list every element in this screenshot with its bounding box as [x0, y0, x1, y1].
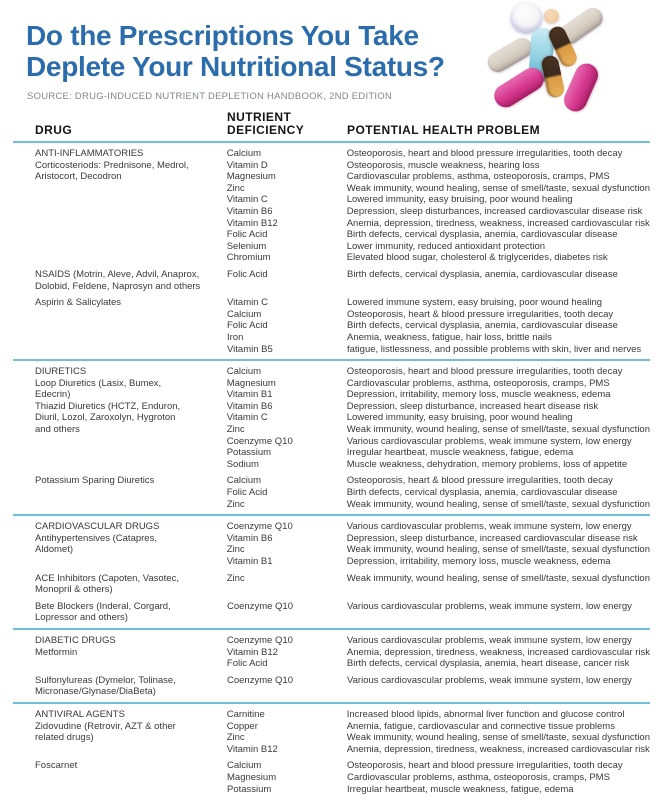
- document-header: [0, 0, 666, 141]
- pill-white-tablet: [511, 2, 542, 32]
- nutrient-problem-list: [227, 601, 650, 624]
- nutrient-cell: Zinc: [226, 572, 245, 584]
- table-row: [227, 269, 650, 281]
- drug-name-line: Metformin: [35, 646, 78, 658]
- nutrient-problem-list: [227, 709, 650, 755]
- table-row: [227, 344, 650, 356]
- drug-name-line: Diuril, Lozol, Zaroxolyn, Hygroton: [35, 412, 176, 424]
- drug-name: [35, 675, 227, 698]
- health-problem-cell: Weak immunity, wound healing, sense of smell/taste, sexual dysfunction: [346, 182, 650, 194]
- drug-group: [35, 709, 650, 755]
- nutrient-problem-list: [227, 366, 650, 470]
- health-problem-cell: Anemia, depression, tiredness, weakness, increased cardiovascular risk: [346, 217, 650, 229]
- nutrient-cell: Calcium: [226, 366, 262, 378]
- nutrient-cell: Copper: [226, 720, 258, 732]
- health-problem-cell: Depression, sleep disturbances, increased cardiovascular disease risk: [346, 205, 643, 217]
- table-row: [227, 320, 650, 332]
- nutrient-cell: Zinc: [226, 498, 245, 510]
- table-row: [227, 297, 650, 309]
- health-problem-cell: Weak immunity, wound healing, sense of smell/taste, sexual dysfunction: [346, 544, 650, 556]
- nutrient-cell: Coenzyme Q10: [226, 435, 293, 447]
- drug-name-line: Monopril & others): [35, 584, 113, 596]
- nutrient-cell: Magnesium: [227, 771, 277, 783]
- drug-category-label: ANTIVIRAL AGENTS: [35, 708, 125, 720]
- health-problem-cell: Cardiovascular problems, asthma, osteoporosis, cramps, PMS: [347, 771, 610, 783]
- nutrient-cell: Folic Acid: [226, 487, 268, 499]
- drug-name: [35, 760, 227, 795]
- nutrient-problem-list: [227, 521, 650, 567]
- column-header-drug: DRUG: [35, 123, 73, 137]
- nutrient-cell: Coenzyme Q10: [227, 674, 294, 686]
- table-row: [227, 389, 650, 401]
- table-row: [227, 760, 650, 772]
- drug-name: [35, 521, 227, 567]
- health-problem-cell: Anemia, weakness, fatigue, hair loss, brittle nails: [347, 331, 552, 343]
- nutrient-cell: Coenzyme Q10: [226, 521, 293, 533]
- drug-group: [35, 297, 650, 355]
- drug-group: [35, 475, 650, 510]
- nutrient-cell: Selenium: [226, 240, 267, 252]
- drug-name: [35, 635, 227, 670]
- table-section: [13, 514, 650, 628]
- drug-category-label: DIURETICS: [35, 366, 87, 378]
- health-problem-cell: Irregular heartbeat, muscle weakness, fatigue, edema: [346, 447, 574, 459]
- drug-group: [35, 675, 650, 698]
- health-problem-cell: Various cardiovascular problems, weak immune system, low energy: [346, 435, 632, 447]
- drug-name: [35, 475, 227, 510]
- table-row: [227, 744, 650, 756]
- drug-name-line: Foscarnet: [35, 760, 78, 772]
- health-problem-cell: Various cardiovascular problems, weak immune system, low energy: [346, 634, 632, 646]
- drug-name-line: Aristocort, Decodron: [35, 171, 122, 183]
- nutrient-cell: Vitamin C: [226, 412, 268, 424]
- health-problem-cell: Birth defects, cervical dysplasia, anemia, cardiovascular disease: [346, 229, 618, 241]
- health-problem-cell: Weak immunity, wound healing, sense of smell/taste, sexual dysfunction: [346, 498, 650, 510]
- drug-group: [35, 366, 650, 470]
- table-row: [227, 544, 650, 556]
- table-row: [227, 424, 650, 436]
- nutrient-cell: Vitamin B1: [226, 389, 273, 401]
- table-row: [227, 635, 650, 647]
- nutrient-cell: Zinc: [226, 182, 245, 194]
- column-header-nutrient-line1: NUTRIENT: [227, 110, 292, 124]
- nutrient-cell: Coenzyme Q10: [226, 634, 293, 646]
- nutrient-cell: Iron: [227, 331, 244, 343]
- nutrient-cell: Vitamin B12: [226, 646, 278, 658]
- drug-name-line: Sulfonylureas (Dymelor, Tolinase,: [35, 674, 176, 686]
- table-row: [227, 487, 650, 499]
- drug-name-line: Antihypertensives (Catapres,: [35, 532, 157, 544]
- health-problem-cell: Weak immunity, wound healing, sense of smell/taste, sexual dysfunction: [346, 732, 650, 744]
- drug-name: [35, 601, 227, 624]
- health-problem-cell: Anemia, fatigue, cardiovascular and connective tissue problems: [346, 720, 615, 732]
- table-row: [227, 218, 650, 230]
- drug-name-line: Loop Diuretics (Lasix, Bumex,: [35, 377, 162, 389]
- nutrient-cell: Calcium: [227, 308, 262, 320]
- nutrient-cell: Calcium: [226, 148, 262, 159]
- drug-group: [35, 635, 650, 670]
- health-problem-cell: Osteoporosis, heart & blood pressure irregularities, tooth decay: [347, 308, 614, 320]
- nutrient-problem-list: [227, 475, 650, 510]
- table-row: [227, 721, 650, 733]
- page-title: [26, 20, 445, 82]
- health-problem-cell: Birth defects, cervical dysplasia, anemia, cardiovascular disease: [347, 320, 618, 332]
- health-problem-cell: Lowered immunity, easy bruising, poor wound healing: [346, 194, 573, 206]
- pill-pink-right: [560, 60, 601, 115]
- health-problem-cell: Increased blood lipids, abnormal liver function and glucose control: [346, 708, 625, 720]
- table-row: [227, 171, 650, 183]
- nutrient-cell: Folic Acid: [226, 658, 268, 670]
- drug-name-line: Edecrin): [35, 389, 71, 401]
- table-row: [227, 148, 650, 160]
- table-row: [227, 573, 650, 585]
- nutrient-cell: Sodium: [226, 458, 259, 470]
- drug-group: [35, 521, 650, 567]
- nutrient-cell: Folic Acid: [227, 268, 268, 280]
- nutrient-problem-list: [227, 297, 650, 355]
- table-row: [227, 241, 650, 253]
- health-problem-cell: Birth defects, cervical dysplasia, anemia, cardiovascular disease: [346, 487, 618, 499]
- table-row: [227, 533, 650, 545]
- nutrient-cell: Zinc: [226, 544, 245, 556]
- table-row: [227, 378, 650, 390]
- table-row: [227, 194, 650, 206]
- nutrient-cell: Zinc: [226, 424, 245, 436]
- nutrient-cell: Potassium: [226, 447, 272, 459]
- nutrient-cell: Vitamin B5: [227, 343, 273, 355]
- column-header-nutrient-deficiency: [227, 111, 347, 137]
- nutrient-cell: Folic Acid: [227, 320, 268, 332]
- table-row: [227, 309, 650, 321]
- health-problem-cell: Weak immunity, wound healing, sense of smell/taste, sexual dysfunction: [346, 424, 650, 436]
- column-header-potential-health-problem: POTENTIAL HEALTH PROBLEM: [347, 123, 541, 137]
- drug-name-line: ACE Inhibitors (Capoten, Vasotec,: [35, 572, 179, 584]
- table-row: [227, 206, 650, 218]
- table-section: [13, 628, 650, 702]
- table-row: [227, 521, 650, 533]
- health-problem-cell: Osteoporosis, muscle weakness, hearing loss: [346, 159, 540, 171]
- drug-name-line: Corticosteriods: Prednisone, Medrol,: [35, 159, 189, 171]
- drug-name: [35, 148, 227, 264]
- drug-name-line: Lopressor and others): [35, 612, 128, 624]
- health-problem-cell: Birth defects, cervical dysplasia, anemia, cardiovascular disease: [347, 268, 618, 280]
- table-row: [227, 183, 650, 195]
- nutrient-problem-list: [227, 269, 650, 292]
- nutrient-cell: Chromium: [226, 252, 271, 264]
- drug-name: [35, 573, 227, 596]
- drug-name-line: Zidovudine (Retrovir, AZT & other: [35, 720, 176, 732]
- nutrient-cell: Potassium: [227, 783, 272, 795]
- health-problem-cell: Anemia, depression, tiredness, weakness, increased cardiovascular risk: [346, 646, 650, 658]
- nutrient-cell: Calcium: [226, 475, 262, 487]
- nutrient-cell: Vitamin C: [226, 194, 268, 206]
- nutrient-cell: Vitamin B12: [226, 743, 278, 755]
- nutrient-cell: Zinc: [226, 732, 245, 744]
- table-row: [227, 658, 650, 670]
- drug-depletion-table: [13, 141, 650, 799]
- table-row: [227, 709, 650, 721]
- health-problem-cell: Birth defects, cervical dysplasia, anemia, heart disease, cancer risk: [346, 658, 630, 670]
- health-problem-cell: fatigue, listlessness, and possible problems with skin, liver and nerves: [347, 343, 642, 355]
- health-problem-cell: Osteoporosis, heart and blood pressure irregularities, tooth decay: [346, 366, 623, 378]
- drug-name-line: and others: [35, 424, 80, 436]
- page-title-line2: Deplete Your Nutritional Status?: [26, 51, 445, 82]
- drug-name-line: Micronase/Glynase/DiaBeta): [35, 686, 156, 698]
- drug-group: [35, 601, 650, 624]
- table-row: [227, 772, 650, 784]
- drug-name-line: Bete Blockers (Inderal, Corgard,: [35, 600, 171, 612]
- nutrient-cell: Folic Acid: [226, 229, 268, 241]
- drug-category-label: CARDIOVASCULAR DRUGS: [35, 521, 160, 533]
- health-problem-cell: Cardiovascular problems, asthma, osteoporosis, cramps, PMS: [346, 171, 610, 183]
- health-problem-cell: Various cardiovascular problems, weak immune system, low energy: [347, 674, 632, 686]
- health-problem-cell: Osteoporosis, heart & blood pressure irregularities, tooth decay: [346, 475, 613, 487]
- drug-name: [35, 366, 227, 470]
- table-row: [227, 675, 650, 687]
- table-row: [227, 499, 650, 511]
- drug-group: [35, 760, 650, 795]
- drug-category-label: ANTI-INFLAMMATORIES: [35, 148, 144, 159]
- table-row: [227, 332, 650, 344]
- table-row: [227, 401, 650, 413]
- table-row: [227, 252, 650, 264]
- nutrient-problem-list: [227, 573, 650, 596]
- drug-group: [35, 269, 650, 292]
- nutrient-cell: Vitamin B6: [226, 400, 273, 412]
- drug-name-line: Thiazid Diuretics (HCTZ, Enduron,: [35, 400, 181, 412]
- drug-category-label: DIABETIC DRUGS: [35, 634, 116, 646]
- nutrient-cell: Carnitine: [226, 708, 265, 720]
- nutrient-cell: Vitamin C: [227, 297, 269, 309]
- page-title-line1: Do the Prescriptions You Take: [26, 20, 419, 51]
- health-problem-cell: Lower immunity, reduced antioxidant protection: [346, 240, 546, 252]
- nutrient-cell: Calcium: [227, 760, 262, 772]
- table-row: [227, 436, 650, 448]
- drug-name-line: Aldomet): [35, 544, 74, 556]
- table-row: [227, 732, 650, 744]
- health-problem-cell: Weak immunity, wound healing, sense of smell/taste, sexual dysfunction: [346, 572, 650, 584]
- table-row: [227, 475, 650, 487]
- drug-group: [35, 573, 650, 596]
- table-section: [13, 702, 650, 799]
- table-row: [227, 229, 650, 241]
- table-section: [13, 359, 650, 514]
- health-problem-cell: Anemia, depression, tiredness, weakness, increased cardiovascular risk: [346, 743, 650, 755]
- table-row: [227, 160, 650, 172]
- nutrient-cell: Vitamin B6: [226, 205, 273, 217]
- health-problem-cell: Lowered immunity, easy bruising, poor wound healing: [346, 412, 573, 424]
- health-problem-cell: Depression, sleep disturbance, increased heart disease risk: [346, 400, 599, 412]
- table-row: [227, 601, 650, 613]
- health-problem-cell: Various cardiovascular problems, weak immune system, low energy: [346, 521, 632, 533]
- table-row: [227, 556, 650, 568]
- column-header-nutrient-line2: DEFICIENCY: [227, 123, 305, 137]
- table-row: [227, 412, 650, 424]
- table-row: [227, 447, 650, 459]
- drug-name-line: NSAIDS (Motrin, Aleve, Advil, Anaprox,: [35, 268, 200, 280]
- pill-peach-round: [544, 9, 559, 23]
- health-problem-cell: Various cardiovascular problems, weak immune system, low energy: [347, 600, 632, 612]
- health-problem-cell: Depression, sleep disturbance, increased cardiovascular disease risk: [346, 532, 638, 544]
- table-row: [227, 647, 650, 659]
- drug-name: [35, 269, 227, 292]
- table-row: [227, 784, 650, 796]
- nutrient-cell: Vitamin B6: [226, 532, 273, 544]
- health-problem-cell: Elevated blood sugar, cholesterol & triglycerides, diabetes risk: [346, 252, 608, 264]
- source-citation: SOURCE: DRUG-INDUCED NUTRIENT DEPLETION HANDBOOK, 2ND EDITION: [27, 91, 393, 102]
- nutrient-problem-list: [227, 675, 650, 698]
- nutrient-problem-list: [227, 148, 650, 264]
- nutrient-cell: Coenzyme Q10: [227, 600, 294, 612]
- health-problem-cell: Osteoporosis, heart and blood pressure irregularities, tooth decay: [347, 760, 623, 772]
- health-problem-cell: Lowered immune system, easy bruising, poor wound healing: [347, 297, 603, 309]
- health-problem-cell: Osteoporosis, heart and blood pressure irregularities, tooth decay: [346, 148, 623, 159]
- nutrient-cell: Magnesium: [226, 377, 276, 389]
- health-problem-cell: Depression, irritability, memory loss, muscle weakness, edema: [346, 556, 611, 567]
- health-problem-cell: Irregular heartbeat, muscle weakness, fatigue, edema: [347, 783, 574, 795]
- health-problem-cell: Cardiovascular problems, asthma, osteoporosis, cramps, PMS: [346, 377, 610, 389]
- table-row: [227, 459, 650, 471]
- drug-name-line: Dolobid, Feldene, Naprosyn and others: [35, 280, 201, 292]
- table-header-row: [13, 111, 650, 141]
- nutrient-problem-list: [227, 760, 650, 795]
- table-row: [227, 366, 650, 378]
- drug-group: [35, 148, 650, 264]
- table-sections: [13, 141, 650, 799]
- drug-name-line: Potassium Sparing Diuretics: [35, 475, 155, 487]
- nutrient-cell: Magnesium: [226, 171, 276, 183]
- nutrient-problem-list: [227, 635, 650, 670]
- nutrient-cell: Vitamin B12: [226, 217, 278, 229]
- health-problem-cell: Muscle weakness, dehydration, memory problems, loss of appetite: [346, 458, 628, 470]
- nutrient-cell: Vitamin B1: [226, 556, 273, 567]
- drug-name: [35, 709, 227, 755]
- nutrient-cell: Vitamin D: [226, 159, 268, 171]
- drug-name-line: related drugs): [35, 732, 94, 744]
- health-problem-cell: Depression, irritability, memory loss, muscle weakness, edema: [346, 389, 611, 401]
- table-section: [13, 141, 650, 359]
- drug-name: [35, 297, 227, 355]
- drug-name-line: Aspirin & Salicylates: [35, 297, 122, 309]
